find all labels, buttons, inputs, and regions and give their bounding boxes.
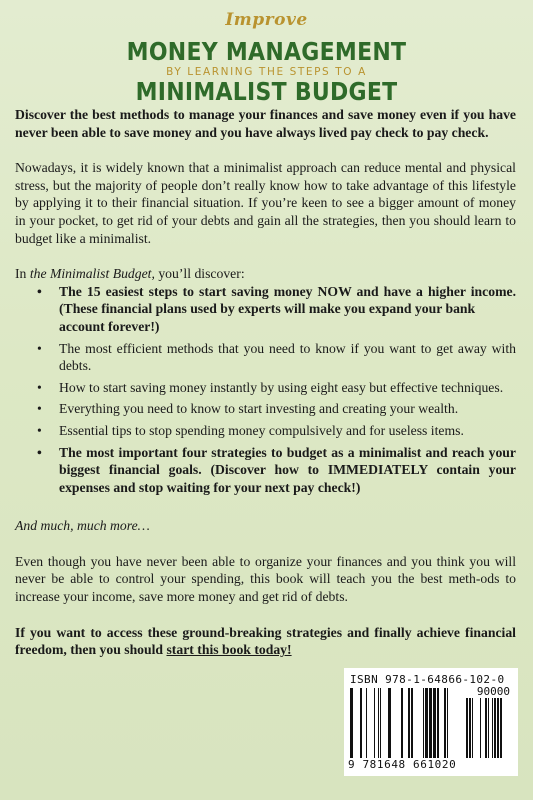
list-item-text: Essential tips to stop spending money compulsively and for useless items. bbox=[59, 422, 464, 438]
discover-suffix: you’ll discover: bbox=[154, 266, 245, 282]
list-item bbox=[15, 400, 516, 418]
list-item bbox=[15, 340, 516, 375]
list-item-continuation: account forever!) bbox=[59, 318, 160, 334]
cover-header bbox=[0, 0, 533, 104]
and-much-more: And much, much more… bbox=[15, 518, 150, 534]
feature-list bbox=[15, 283, 516, 497]
improve-script: Improve bbox=[225, 10, 308, 30]
bullet-icon: • bbox=[37, 283, 42, 299]
list-item-text: How to start saving money instantly by using eight easy but effective techniques. bbox=[59, 379, 504, 395]
bullet-icon: • bbox=[37, 422, 42, 438]
bullet-icon: • bbox=[37, 444, 42, 460]
list-item-text: The 15 easiest steps to start saving money NOW and have a higher income. (These financial plans used by experts will make you expand your bank bbox=[59, 283, 516, 317]
list-item bbox=[15, 422, 516, 440]
bullet-icon: • bbox=[37, 401, 42, 417]
title-minimalist-budget: MINIMALIST BUDGET bbox=[135, 77, 398, 106]
paragraph-even-though: Even though you have never been able to organize your finances and you think you will never be able to control your spending, this book will teach you the best meth-ods to increase your income, save more money and get rid of debts. bbox=[15, 553, 516, 605]
book-title: the Minimalist Budget, bbox=[29, 266, 155, 282]
list-item bbox=[15, 444, 516, 497]
blurb bbox=[15, 106, 516, 659]
discover-prefix: In bbox=[15, 266, 30, 282]
isbn-barcode bbox=[344, 668, 518, 776]
cta-text: If you want to access these ground-breaking strategies and finally achieve financial freedom, then you should bbox=[15, 624, 516, 658]
price-code: 90000 bbox=[476, 685, 510, 698]
list-item-text: Everything you need to know to start investing and creating your wealth. bbox=[59, 401, 459, 417]
discover-line bbox=[15, 265, 516, 283]
subtitle-steps: BY LEARNING THE STEPS TO A bbox=[166, 66, 367, 78]
list-item bbox=[15, 283, 516, 336]
bullet-icon: • bbox=[37, 340, 42, 356]
paragraph-nowadays: Nowadays, it is widely known that a minimalist approach can reduce mental and physical stress, but the majority of people don’t really know how to take advantage of this lifestyle by applying it to their financial situation. If you’re keen to see a bigger amount of money in your pocket, to get rid of your debts and gain all the strategies, then you should learn to budget like a minimalist. bbox=[15, 160, 516, 246]
cta-link: start this book today! bbox=[166, 642, 292, 658]
list-item-text: The most efficient methods that you need to know if you want to get away with debts. bbox=[59, 340, 516, 374]
intro-paragraph: Discover the best methods to manage your finances and save money even if you have never been able to save money and you have always lived pay check to pay check. bbox=[15, 107, 516, 140]
list-item-text: The most important four strategies to budget as a minimalist and reach your biggest financial goals. (Discover how to IMMEDIATELY contain your expenses and stop waiting for your next pay check!) bbox=[59, 444, 516, 495]
isbn-label: ISBN 978-1-64866-102-0 bbox=[350, 673, 505, 686]
title-money-management: MONEY MANAGEMENT bbox=[126, 37, 407, 66]
bullet-icon: • bbox=[37, 379, 42, 395]
call-to-action bbox=[15, 624, 516, 659]
isbn-digits: 9 781648 661020 bbox=[348, 758, 457, 771]
list-item bbox=[15, 379, 516, 397]
addon-barcode-icon bbox=[456, 698, 512, 758]
barcode-bars-icon bbox=[350, 688, 452, 758]
